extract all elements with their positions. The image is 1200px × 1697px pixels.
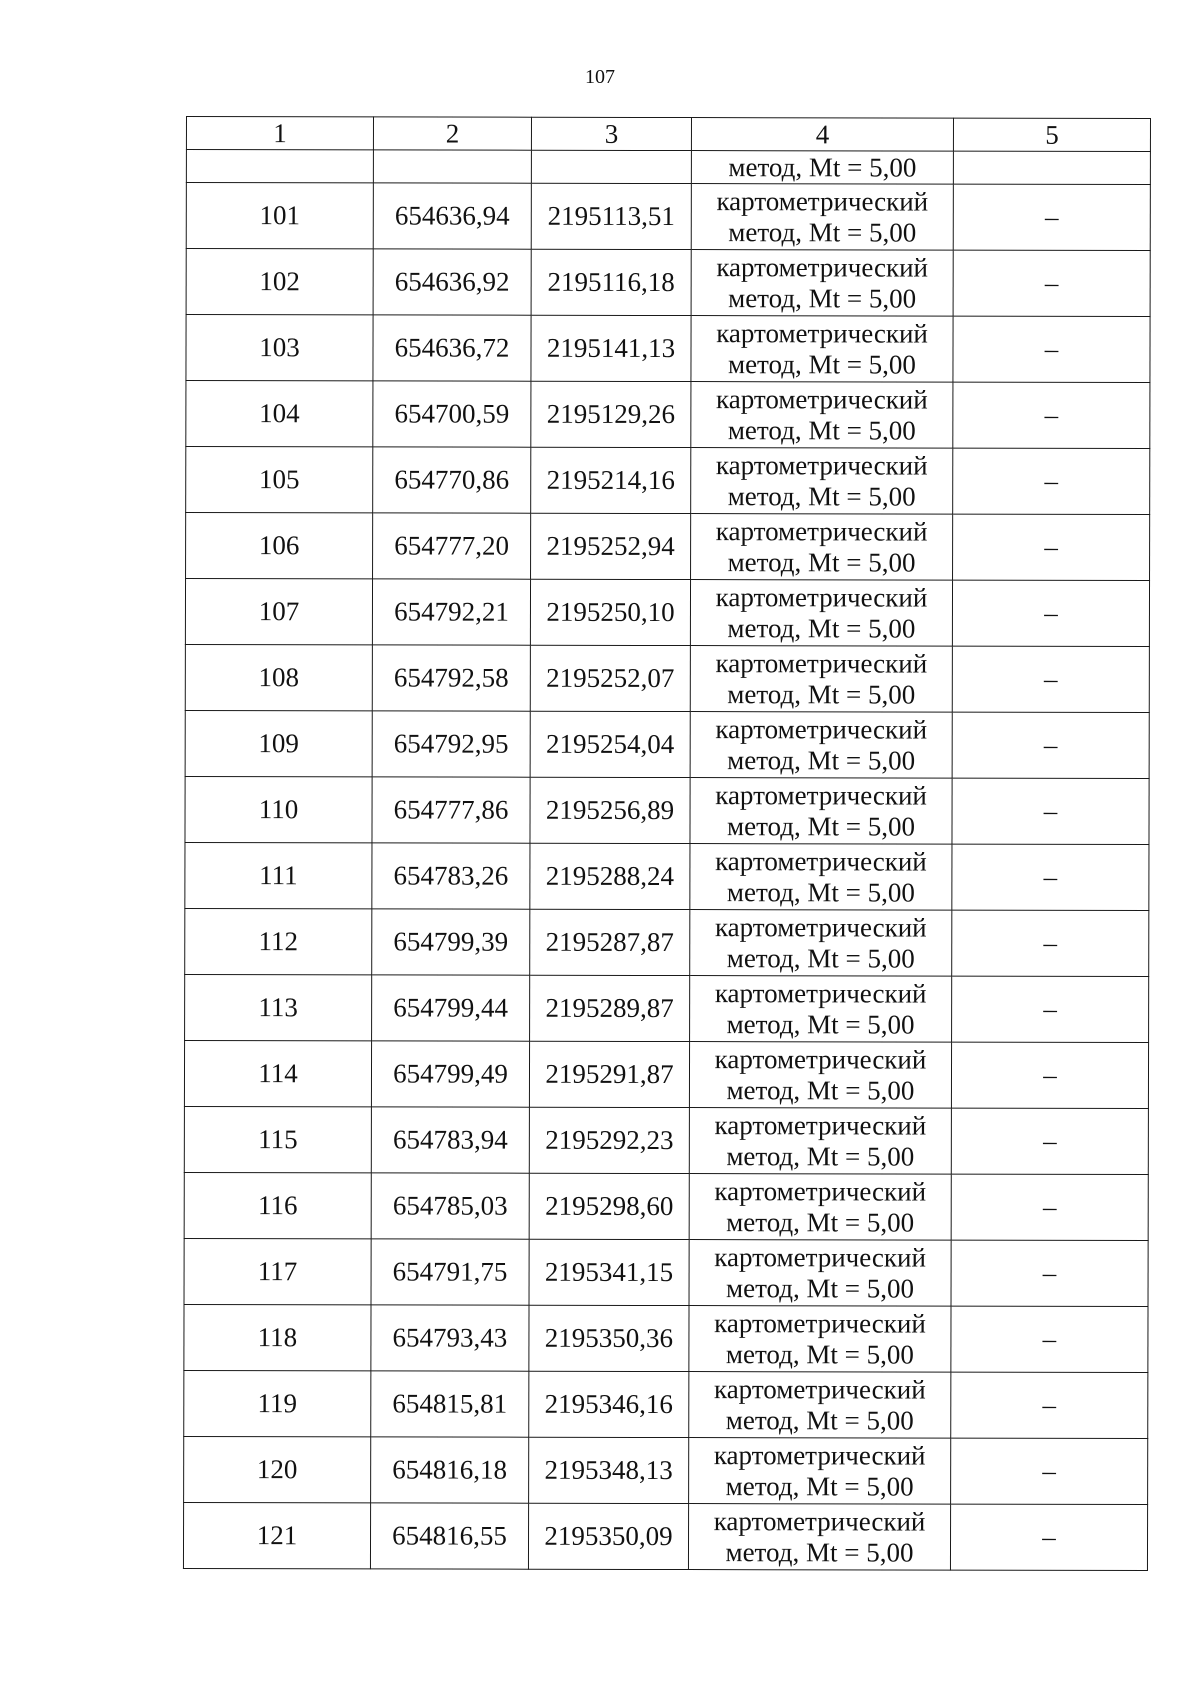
cell-point-number: 104 — [186, 381, 373, 447]
cell-method — [690, 778, 952, 845]
coordinates-table — [183, 116, 1151, 1571]
cell-note: – — [952, 844, 1149, 910]
cell-point-number: 101 — [186, 183, 373, 249]
cell-point-number: 119 — [184, 1370, 371, 1436]
cell-note: – — [952, 910, 1149, 976]
method-line-1: картометрический — [715, 845, 927, 877]
method-line-2: метод, Mt = 5,00 — [727, 744, 916, 776]
cell-x-coordinate: 654636,94 — [373, 183, 531, 249]
method-line-2: метод, Mt = 5,00 — [727, 612, 916, 644]
cell-note: – — [953, 448, 1150, 514]
cell-method — [689, 1438, 951, 1505]
table-row — [185, 974, 1149, 1042]
cell-x-coordinate: 654783,26 — [372, 843, 530, 909]
method-line-2: метод, Mt = 5,00 — [726, 942, 915, 974]
method-line-1: картометрический — [716, 317, 928, 349]
cell-y-coordinate: 2195289,87 — [530, 975, 690, 1041]
cell-note: – — [952, 778, 1149, 844]
method-line-1: картометрический — [713, 1505, 926, 1537]
cell-note: – — [952, 580, 1149, 646]
cell-y-coordinate — [531, 150, 691, 183]
cell-method — [689, 1372, 951, 1439]
cell-point-number: 111 — [185, 842, 372, 908]
cell-y-coordinate: 2195252,07 — [530, 645, 690, 711]
cell-x-coordinate — [373, 150, 531, 183]
cell-note: – — [951, 1240, 1148, 1306]
cell-point-number: 116 — [184, 1172, 371, 1238]
method-line-1: картометрический — [716, 185, 929, 217]
cell-note: – — [951, 1174, 1148, 1240]
table-row — [186, 381, 1150, 449]
cell-y-coordinate: 2195346,16 — [529, 1371, 689, 1437]
method-line-2: метод, Mt = 5,00 — [726, 1008, 915, 1040]
method-line-1: картометрический — [713, 1439, 926, 1471]
method-line-2: метод, Mt = 5,00 — [725, 1338, 914, 1370]
table-row — [185, 842, 1149, 910]
cell-y-coordinate: 2195113,51 — [531, 183, 691, 249]
cell-method — [689, 1108, 951, 1175]
table-row — [185, 908, 1149, 976]
cell-x-coordinate: 654815,81 — [371, 1371, 529, 1437]
cell-x-coordinate: 654793,43 — [371, 1305, 529, 1371]
cell-y-coordinate: 2195256,89 — [530, 777, 690, 843]
cell-y-coordinate: 2195129,26 — [531, 381, 691, 447]
cell-method — [690, 646, 952, 713]
method-line-2: метод, Mt = 5,00 — [726, 1074, 915, 1106]
table-row — [185, 710, 1149, 778]
cell-note: – — [953, 316, 1150, 382]
method-line-2: метод, Mt = 5,00 — [726, 1206, 915, 1238]
method-line-1: картометрический — [715, 449, 928, 481]
cell-y-coordinate: 2195288,24 — [530, 843, 690, 909]
cell-y-coordinate: 2195287,87 — [530, 909, 690, 975]
method-line-2: метод, Mt = 5,00 — [726, 1140, 915, 1172]
cell-method — [689, 1240, 951, 1307]
cell-y-coordinate: 2195348,13 — [529, 1437, 689, 1503]
cell-note: – — [951, 1306, 1148, 1372]
table-row — [185, 579, 1149, 647]
cell-point-number: 114 — [184, 1040, 371, 1106]
cell-method — [689, 1306, 951, 1373]
method-line-2: метод, Mt = 5,00 — [725, 1470, 914, 1502]
method-line-2: метод, Mt = 5,00 — [727, 480, 916, 512]
cell-y-coordinate: 2195116,18 — [531, 249, 691, 315]
cell-y-coordinate: 2195350,36 — [529, 1305, 689, 1371]
cell-method — [690, 910, 952, 977]
cell-x-coordinate: 654770,86 — [373, 447, 531, 513]
cell-point-number — [186, 150, 373, 183]
page-number: 107 — [585, 66, 615, 88]
method-line-1: картометрический — [716, 383, 928, 415]
cell-method — [691, 448, 953, 515]
column-header-2: 2 — [373, 117, 531, 150]
cell-method — [691, 382, 953, 449]
cell-method: метод, Mt = 5,00 — [691, 151, 953, 185]
table-row — [186, 447, 1150, 515]
cell-note — [953, 151, 1150, 184]
method-line-1: картометрический — [715, 581, 928, 613]
cell-x-coordinate: 654816,18 — [371, 1437, 529, 1503]
method-line-2: метод, Mt = 5,00 — [727, 678, 916, 710]
table-row — [185, 644, 1149, 712]
table-row — [184, 1172, 1148, 1240]
cell-note: – — [952, 712, 1149, 778]
method-line-1: картометрический — [714, 1241, 926, 1273]
cell-x-coordinate: 654792,21 — [372, 579, 530, 645]
method-line-2: метод, Mt = 5,00 — [725, 1536, 914, 1568]
cell-x-coordinate: 654791,75 — [371, 1239, 529, 1305]
table-row — [184, 1040, 1148, 1108]
method-line-1: картометрический — [714, 1307, 926, 1339]
method-line-1: картометрический — [715, 515, 928, 547]
table-row — [184, 1238, 1148, 1306]
cell-note: – — [950, 1504, 1147, 1570]
cell-method — [690, 580, 952, 647]
method-line-2: метод, Mt = 5,00 — [726, 1272, 915, 1304]
cell-point-number: 105 — [186, 447, 373, 513]
cell-method — [688, 1504, 950, 1571]
cell-method — [691, 316, 953, 383]
method-line-2: метод, Mt = 5,00 — [728, 216, 917, 248]
method-line-2: метод, Mt = 5,00 — [727, 546, 916, 578]
method-line-1: картометрический — [715, 647, 928, 679]
method-line-1: картометрический — [714, 1175, 927, 1207]
cell-method — [690, 976, 952, 1043]
method-line-2: метод, Mt = 5,00 — [726, 876, 915, 908]
table-row — [184, 1106, 1148, 1174]
cell-x-coordinate: 654636,72 — [373, 315, 531, 381]
method-line-2: метод, Mt = 5,00 — [728, 282, 917, 314]
method-line-1: картометрический — [716, 251, 929, 283]
cell-point-number: 112 — [185, 908, 372, 974]
cell-method — [691, 250, 953, 317]
cell-point-number: 103 — [186, 315, 373, 381]
cell-note: – — [952, 976, 1149, 1042]
cell-point-number: 117 — [184, 1238, 371, 1304]
column-header-5: 5 — [953, 118, 1150, 151]
method-line-1: картометрический — [715, 713, 928, 745]
method-line-2: метод, Mt = 5,00 — [726, 810, 916, 842]
cell-x-coordinate: 654777,20 — [373, 513, 531, 579]
cell-note: – — [951, 1372, 1148, 1438]
cell-point-number: 113 — [185, 974, 372, 1040]
cell-y-coordinate: 2195252,94 — [531, 513, 691, 579]
table-row — [184, 1304, 1148, 1372]
method-line-1: картометрический — [715, 779, 927, 811]
cell-point-number: 118 — [184, 1304, 371, 1370]
cell-x-coordinate: 654783,94 — [371, 1107, 529, 1173]
table-row — [186, 249, 1150, 317]
column-header-3: 3 — [531, 117, 691, 150]
cell-note: – — [953, 184, 1150, 250]
table-row — [184, 1370, 1148, 1438]
cell-note: – — [951, 1438, 1148, 1504]
cell-note: – — [951, 1042, 1148, 1108]
cell-x-coordinate: 654816,55 — [370, 1503, 528, 1569]
cell-point-number: 108 — [185, 644, 372, 710]
method-line-2: метод, Mt = 5,00 — [725, 1404, 914, 1436]
cell-method — [691, 514, 953, 581]
cell-y-coordinate: 2195298,60 — [529, 1173, 689, 1239]
method-line-1: картометрический — [713, 1373, 926, 1405]
cell-method — [691, 184, 953, 251]
cell-x-coordinate: 654700,59 — [373, 381, 531, 447]
column-header-4: 4 — [691, 118, 953, 152]
cell-note: – — [953, 514, 1150, 580]
cell-x-coordinate: 654792,95 — [372, 711, 530, 777]
cell-x-coordinate: 654785,03 — [371, 1173, 529, 1239]
cell-method — [689, 1174, 951, 1241]
column-header-1: 1 — [186, 117, 373, 150]
cell-point-number: 102 — [186, 249, 373, 315]
cell-x-coordinate: 654792,58 — [372, 645, 530, 711]
cell-point-number: 110 — [185, 776, 372, 842]
continuation-row — [186, 150, 1150, 185]
cell-y-coordinate: 2195291,87 — [529, 1041, 689, 1107]
table-row — [186, 183, 1150, 251]
cell-x-coordinate: 654636,92 — [373, 249, 531, 315]
cell-point-number: 121 — [183, 1502, 370, 1568]
cell-y-coordinate: 2195214,16 — [531, 447, 691, 513]
method-line-2: метод, Mt = 5,00 — [727, 414, 916, 446]
cell-point-number: 107 — [185, 579, 372, 645]
cell-x-coordinate: 654799,39 — [372, 909, 530, 975]
cell-y-coordinate: 2195341,15 — [529, 1239, 689, 1305]
cell-x-coordinate: 654799,49 — [371, 1041, 529, 1107]
table-row — [184, 1436, 1148, 1504]
cell-method — [690, 844, 952, 911]
method-line-2: метод, Mt = 5,00 — [727, 348, 916, 380]
cell-method — [689, 1042, 951, 1109]
table-row — [186, 315, 1150, 383]
cell-point-number: 115 — [184, 1106, 371, 1172]
cell-x-coordinate: 654799,44 — [372, 975, 530, 1041]
cell-y-coordinate: 2195254,04 — [530, 711, 690, 777]
cell-note: – — [951, 1108, 1148, 1174]
cell-y-coordinate: 2195250,10 — [530, 579, 690, 645]
cell-note: – — [952, 646, 1149, 712]
cell-point-number: 106 — [186, 513, 373, 579]
table-row — [186, 513, 1150, 581]
cell-point-number: 109 — [185, 710, 372, 776]
cell-y-coordinate: 2195350,09 — [528, 1503, 688, 1569]
cell-y-coordinate: 2195292,23 — [529, 1107, 689, 1173]
header-row — [186, 117, 1150, 152]
method-line-1: картометрический — [714, 911, 927, 943]
cell-point-number: 120 — [184, 1436, 371, 1502]
table-row — [185, 776, 1149, 844]
method-line-1: картометрический — [714, 1109, 927, 1141]
cell-note: – — [953, 250, 1150, 316]
cell-x-coordinate: 654777,86 — [372, 777, 530, 843]
cell-y-coordinate: 2195141,13 — [531, 315, 691, 381]
table-row — [183, 1502, 1147, 1570]
cell-note: – — [953, 382, 1150, 448]
cell-method — [690, 712, 952, 779]
method-line-1: картометрический — [714, 977, 927, 1009]
method-line-1: картометрический — [714, 1043, 927, 1075]
